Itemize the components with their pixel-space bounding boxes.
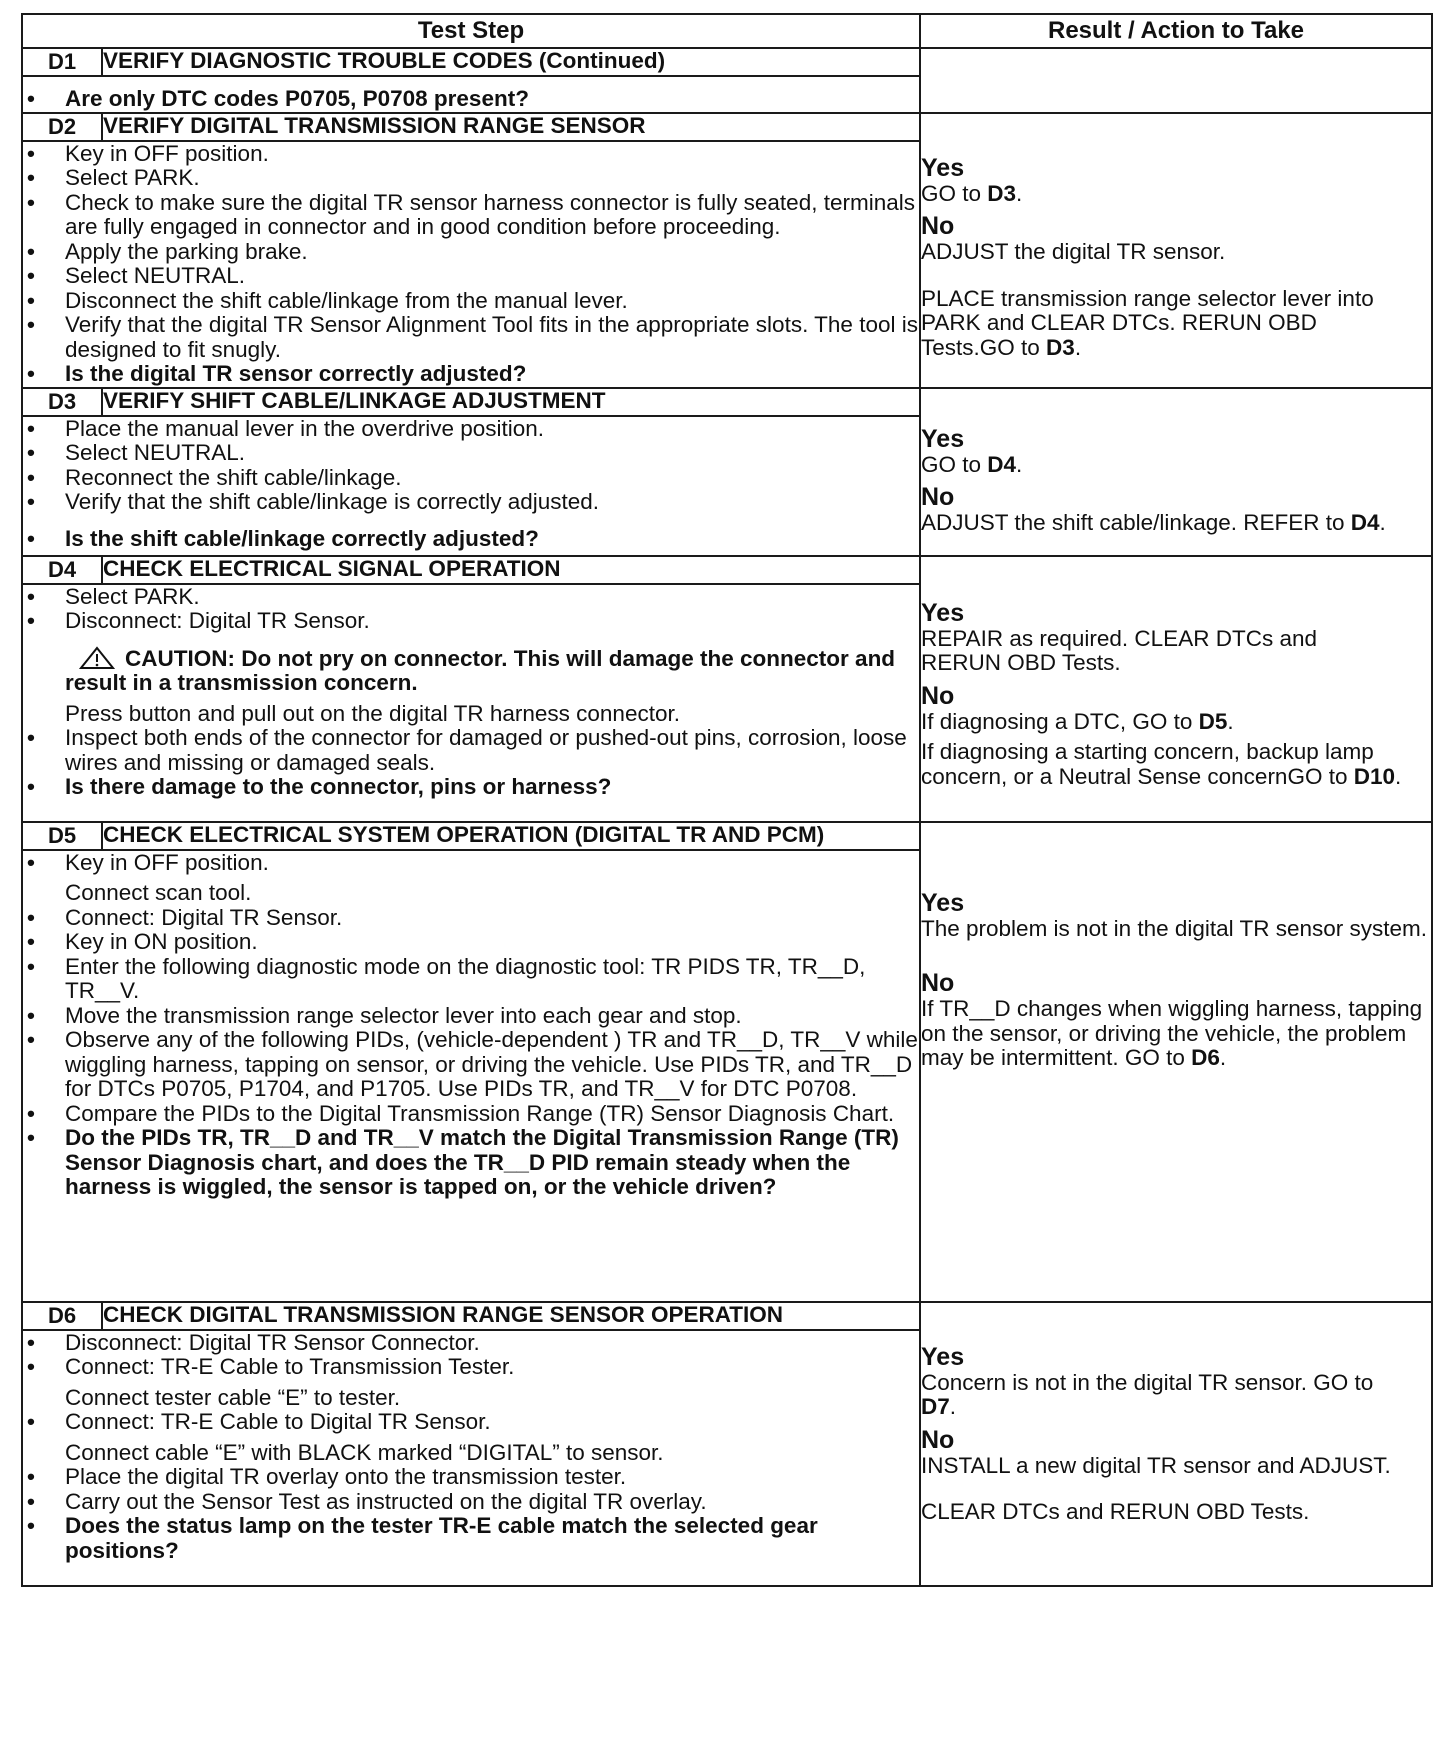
list-item: • Move the transmission range selector lever into each gear and stop.	[23, 1004, 919, 1029]
no-ref: D6	[1191, 1045, 1220, 1070]
yes-label: Yes	[921, 1342, 965, 1371]
step-d3-title-row	[22, 388, 1432, 416]
list-item: • Select NEUTRAL.	[23, 441, 919, 466]
diagnostic-table-page	[21, 13, 1431, 1751]
yes-action: REPAIR as required. CLEAR DTCs and RERUN OBD Tests.	[921, 625, 1317, 675]
step-id: D6	[22, 1302, 102, 1330]
step-question: • Is the shift cable/linkage correctly adjusted?	[23, 527, 919, 552]
yes-label: Yes	[921, 888, 965, 917]
no-action: ADJUST the digital TR sensor.	[921, 239, 1226, 264]
list-item: • Disconnect the shift cable/linkage from the manual lever.	[23, 289, 919, 314]
list-item: • Select PARK.	[23, 585, 919, 610]
step-title: CHECK DIGITAL TRANSMISSION RANGE SENSOR OPERATION	[102, 1302, 920, 1330]
step-id: D4	[22, 556, 102, 584]
no-action: If TR__D changes when wiggling harness, tapping on the sensor, or driving the vehicle, the problem may be intermittent. GO to D6.	[921, 996, 1423, 1070]
no-ref: D4	[1350, 510, 1380, 535]
result-action-header: Result / Action to Take	[920, 14, 1432, 48]
no-action: If diagnosing a DTC, GO to D5.	[921, 708, 1234, 734]
list-item: • Connect: TR-E Cable to Transmission Tester.	[23, 1355, 919, 1380]
step-d2-body	[22, 141, 920, 388]
yes-text: GO to	[921, 180, 988, 206]
no-action-2: CLEAR DTCs and RERUN OBD Tests.	[921, 1499, 1310, 1524]
step-d6-title-row	[22, 1302, 1432, 1330]
no-action-2: If diagnosing a starting concern, backup lamp concern, or a Neutral Sense concernGO to D10.	[921, 739, 1402, 789]
step-d5-action	[920, 822, 1432, 1302]
list-item: • Compare the PIDs to the Digital Transmission Range (TR) Sensor Diagnosis Chart.	[23, 1102, 919, 1127]
no-text: ADJUST the shift cable/linkage. REFER to	[921, 510, 1351, 535]
yes-label: Yes	[921, 598, 965, 627]
step-d1-title-row	[22, 48, 1432, 76]
list-item: • Key in OFF position.	[23, 142, 919, 167]
step-question: • Are only DTC codes P0705, P0708 present?	[23, 87, 919, 112]
list-item: • Select NEUTRAL.	[23, 264, 919, 289]
list-item: • Check to make sure the digital TR sensor harness connector is fully seated, terminals are fully engaged in connector and in good condition before proceeding.	[23, 191, 919, 240]
step-title: VERIFY SHIFT CABLE/LINKAGE ADJUSTMENT	[102, 388, 920, 416]
no-ref: D5	[1198, 708, 1228, 734]
yes-action: GO to D4.	[921, 451, 1023, 477]
step-d4-body	[22, 584, 920, 822]
continuation-line: Connect scan tool.	[65, 880, 252, 905]
no-text: If TR__D changes when wiggling harness, tapping on the sensor, or driving the vehicle, the problem may be intermittent. GO to	[921, 996, 1423, 1070]
step-title: CHECK ELECTRICAL SYSTEM OPERATION (DIGITAL TR AND PCM)	[102, 822, 920, 850]
step-id: D2	[22, 113, 102, 141]
no-action: INSTALL a new digital TR sensor and ADJUST.	[921, 1452, 1391, 1478]
diagnostic-table	[21, 13, 1433, 1587]
list-item: • Apply the parking brake.	[23, 240, 919, 265]
no-action: ADJUST the shift cable/linkage. REFER to D4.	[921, 510, 1386, 535]
continuation-line: Connect tester cable “E” to tester.	[65, 1384, 401, 1410]
step-question: • Do the PIDs TR, TR__D and TR__V match the Digital Transmission Range (TR) Sensor Diagnosis chart, and does the TR__D PID remain steady when the harness is wiggled, the sensor is tapped on, or the vehicle driven?	[23, 1126, 919, 1200]
caution-text: CAUTION: Do not pry on connector. This will damage the connector and result in a transmission concern.	[65, 645, 896, 695]
yes-text: GO to	[921, 451, 988, 477]
no-ref: D3	[1046, 334, 1075, 360]
yes-label: Yes	[921, 153, 965, 182]
step-question: • Is the digital TR sensor correctly adjusted?	[23, 362, 919, 387]
step-d6-action	[920, 1302, 1432, 1586]
step-question: • Is there damage to the connector, pins or harness?	[23, 775, 919, 800]
yes-action: Concern is not in the digital TR sensor. GO to D7.	[921, 1369, 1374, 1419]
step-id: D3	[22, 388, 102, 416]
list-item: • Key in OFF position.	[23, 851, 919, 876]
list-item: • Place the manual lever in the overdrive position.	[23, 417, 919, 442]
step-d1-body	[22, 76, 920, 113]
press-instruction: Press button and pull out on the digital TR harness connector.	[65, 700, 680, 726]
step-title: CHECK ELECTRICAL SIGNAL OPERATION	[102, 556, 920, 584]
no-label: No	[921, 483, 955, 511]
step-d6-body	[22, 1330, 920, 1586]
step-d4-action	[920, 556, 1432, 822]
no-label: No	[921, 1425, 955, 1454]
list-item: • Place the digital TR overlay onto the transmission tester.	[23, 1465, 919, 1490]
step-d2-action	[920, 113, 1432, 388]
list-item: • Disconnect: Digital TR Sensor.	[23, 609, 919, 634]
yes-text: Concern is not in the digital TR sensor. GO to	[921, 1369, 1374, 1395]
list-item: • Observe any of the following PIDs, (vehicle-dependent ) TR and TR__D, TR__V while wiggling harness, tapping on sensor, or driving the vehicle. Use PIDs TR, and TR__D for DTCs P0705, P1704, and P1705. Use PIDs TR, and TR__V for DTC P0708.	[23, 1028, 919, 1102]
list-item: • Enter the following diagnostic mode on the diagnostic tool: TR PIDS TR, TR__D, TR__V.	[23, 955, 919, 1004]
no-text-2: If diagnosing a starting concern, backup lamp concern, or a Neutral Sense concernGO to	[921, 739, 1374, 789]
step-d5-title-row	[22, 822, 1432, 850]
step-id: D5	[22, 822, 102, 850]
list-item: • Connect: Digital TR Sensor.	[23, 906, 919, 931]
no-text: If diagnosing a DTC, GO to	[921, 708, 1199, 734]
step-title: VERIFY DIGITAL TRANSMISSION RANGE SENSOR	[102, 113, 920, 141]
step-d4-title-row	[22, 556, 1432, 584]
list-item: • Verify that the shift cable/linkage is correctly adjusted.	[23, 490, 919, 515]
warning-triangle-icon	[79, 646, 115, 670]
no-text-2: PLACE transmission range selector lever into PARK and CLEAR DTCs. RERUN OBD Tests.GO to	[921, 285, 1374, 360]
no-label: No	[921, 212, 955, 240]
list-item: • Verify that the digital TR Sensor Alignment Tool fits in the appropriate slots. The tool is designed to fit snugly.	[23, 313, 919, 362]
step-d1-action	[920, 48, 1432, 113]
no-ref-2: D10	[1353, 763, 1395, 789]
continuation-line: Connect cable “E” with BLACK marked “DIGITAL” to sensor.	[65, 1439, 664, 1465]
yes-ref: D7	[921, 1394, 950, 1419]
yes-label: Yes	[921, 424, 965, 453]
list-item: • Reconnect the shift cable/linkage.	[23, 466, 919, 491]
yes-action: GO to D3.	[921, 180, 1023, 206]
caution-note	[23, 646, 919, 696]
list-item: • Carry out the Sensor Test as instructed on the digital TR overlay.	[23, 1490, 919, 1515]
list-item: • Key in ON position.	[23, 930, 919, 955]
header-row	[22, 14, 1432, 48]
test-step-header: Test Step	[22, 14, 920, 48]
yes-action: The problem is not in the digital TR sensor system.	[921, 915, 1428, 941]
step-d2-title-row	[22, 113, 1432, 141]
list-item: • Disconnect: Digital TR Sensor Connector.	[23, 1331, 919, 1356]
list-item: • Inspect both ends of the connector for damaged or pushed-out pins, corrosion, loose wires and missing or damaged seals.	[23, 726, 919, 775]
step-d3-body	[22, 416, 920, 556]
step-title: VERIFY DIAGNOSTIC TROUBLE CODES (Continued)	[102, 48, 920, 76]
list-item: • Select PARK.	[23, 166, 919, 191]
yes-ref: D3	[987, 180, 1017, 206]
step-d3-action	[920, 388, 1432, 556]
no-label: No	[921, 969, 955, 997]
step-id: D1	[22, 48, 102, 76]
no-action-2: PLACE transmission range selector lever into PARK and CLEAR DTCs. RERUN OBD Tests.GO to D3.	[921, 285, 1374, 360]
list-item: • Connect: TR-E Cable to Digital TR Sensor.	[23, 1410, 919, 1435]
yes-ref: D4	[987, 451, 1017, 477]
step-d5-body	[22, 850, 920, 1302]
no-label: No	[921, 681, 955, 710]
step-question: • Does the status lamp on the tester TR-E cable match the selected gear positions?	[23, 1514, 919, 1563]
